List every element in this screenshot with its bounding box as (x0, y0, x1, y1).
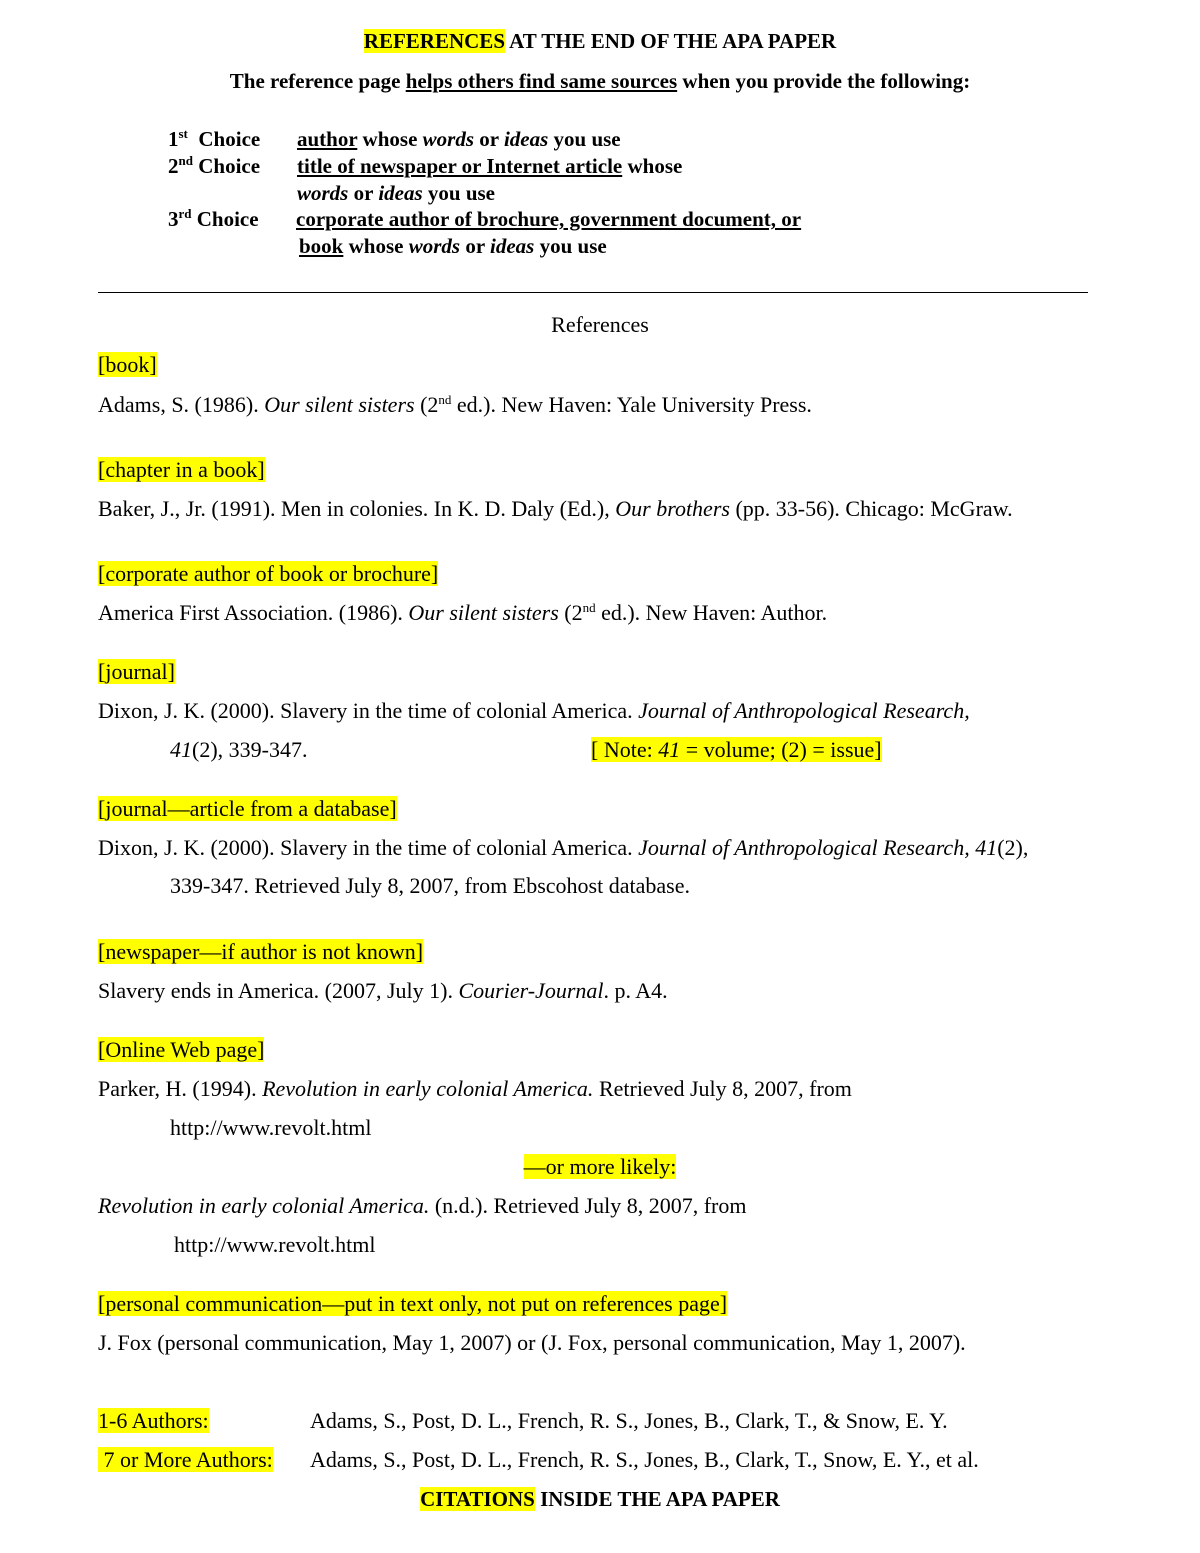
journal-note: [ Note: 41 = volume; (2) = issue] (591, 737, 882, 762)
choice-3-text: corporate author of brochure, government document, or (296, 207, 802, 231)
entry-web-page-alt: Revolution in early colonial America. (n.d.). Retrieved July 8, 2007, from (98, 1193, 747, 1218)
label-personal-communication: [personal communication—put in text only, not put on references page] (98, 1291, 728, 1316)
entry-corporate: America First Association. (1986). Our silent sisters (2nd ed.). New Haven: Author. (98, 600, 828, 625)
label-web-page: [Online Web page] (98, 1037, 265, 1062)
choice-1: 1st Choice (168, 126, 261, 151)
choice-3: 3rd Choice (168, 206, 259, 231)
entry-web-page: Parker, H. (1994). Revolution in early colonial America. Retrieved July 8, 2007, from (98, 1076, 852, 1101)
authors-7-plus-text: Adams, S., Post, D. L., French, R. S., Jones, B., Clark, T., Snow, E. Y., et al. (310, 1447, 979, 1472)
entry-personal-communication: J. Fox (personal communication, May 1, 2007) or (J. Fox, personal communication, May 1, 2007). (98, 1330, 966, 1355)
entry-chapter: Baker, J., Jr. (1991). Men in colonies. In K. D. Daly (Ed.), Our brothers (pp. 33-56). Chicago: McGraw. (98, 496, 1013, 521)
label-chapter: [chapter in a book] (98, 457, 265, 482)
choice-3-text-cont: book whose words or ideas you use (299, 234, 607, 258)
references-heading: References (551, 312, 649, 337)
label-corporate: [corporate author of book or brochure] (98, 561, 439, 586)
entry-journal-database: Dixon, J. K. (2000). Slavery in the time of colonial America. Journal of Anthropological Research, 41(2), (98, 835, 1029, 860)
choice-2: 2nd Choice (168, 153, 261, 178)
horizontal-divider (98, 292, 1088, 293)
entry-journal: Dixon, J. K. (2000). Slavery in the time of colonial America. Journal of Anthropological Research, (98, 698, 970, 723)
or-more-likely: —or more likely: (523, 1154, 677, 1179)
page-title: REFERENCES AT THE END OF THE APA PAPER (363, 29, 837, 53)
subtitle: The reference page helps others find same sources when you provide the following: (229, 69, 971, 93)
label-newspaper: [newspaper—if author is not known] (98, 939, 424, 964)
authors-7-plus-label: 7 or More Authors: (98, 1447, 273, 1472)
entry-book: Adams, S. (1986). Our silent sisters (2nd ed.). New Haven: Yale University Press. (98, 392, 812, 417)
label-book: [book] (98, 352, 157, 377)
entry-journal-line2: 41(2), 339-347. (170, 737, 308, 762)
choice-2-text-cont: words or ideas you use (297, 181, 495, 205)
label-journal: [journal] (98, 659, 175, 684)
citations-heading: CITATIONS INSIDE THE APA PAPER (420, 1487, 780, 1511)
choice-1-text: author whose words or ideas you use (297, 127, 621, 151)
label-journal-database: [journal—article from a database] (98, 796, 397, 821)
entry-journal-database-line2: 339-347. Retrieved July 8, 2007, from Ebscohost database. (170, 873, 690, 898)
authors-1-6-text: Adams, S., Post, D. L., French, R. S., Jones, B., Clark, T., & Snow, E. Y. (310, 1408, 948, 1433)
entry-newspaper: Slavery ends in America. (2007, July 1). Courier-Journal. p. A4. (98, 978, 668, 1003)
entry-web-url-alt: http://www.revolt.html (174, 1232, 376, 1257)
choice-2-text: title of newspaper or Internet article whose (297, 154, 683, 178)
authors-1-6-label: 1-6 Authors: (98, 1408, 209, 1433)
entry-web-url: http://www.revolt.html (170, 1115, 372, 1140)
